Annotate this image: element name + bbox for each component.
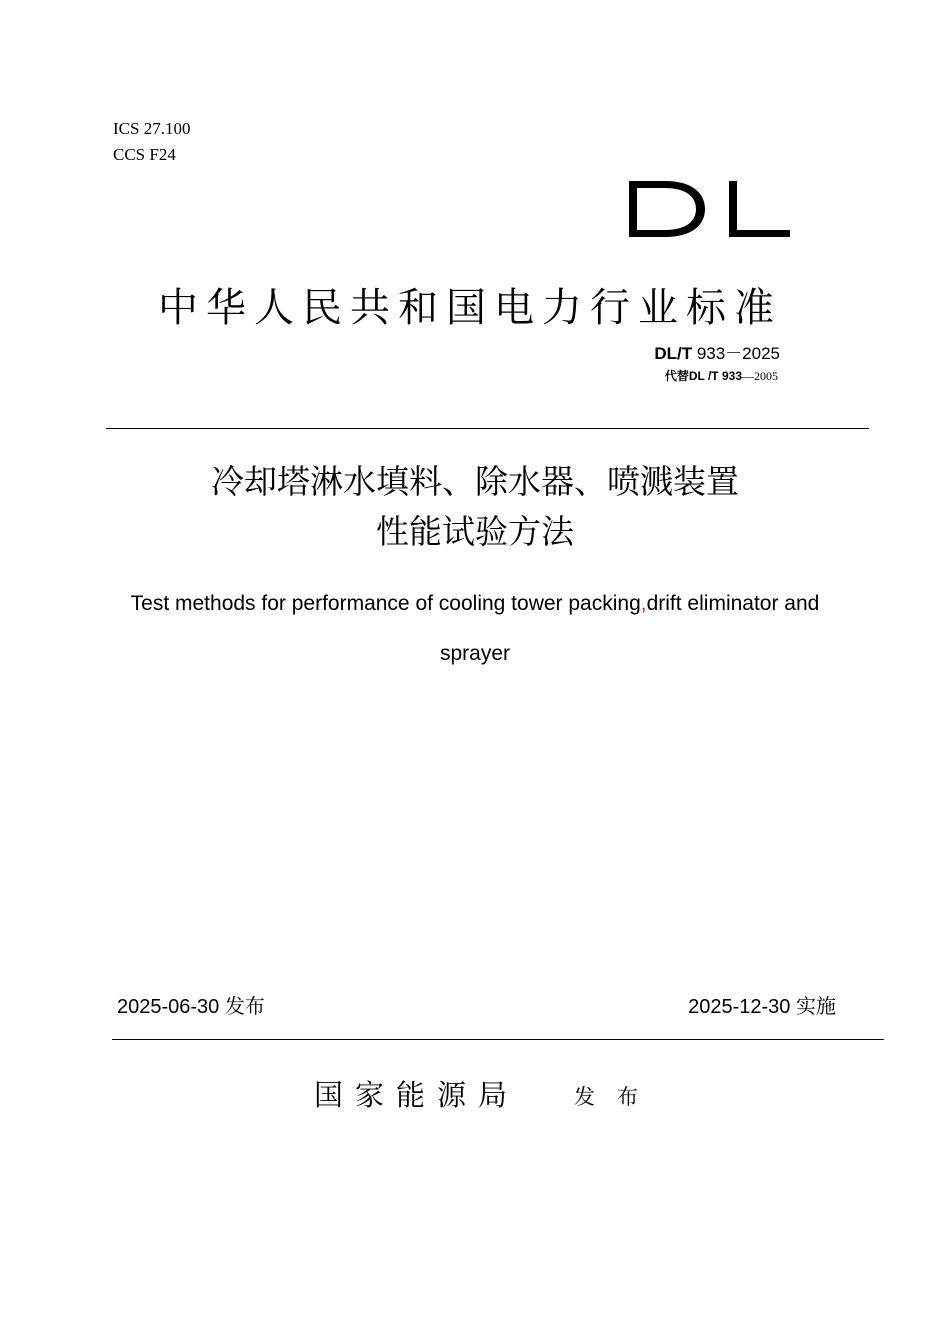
standard-number-prefix: DL/T	[654, 344, 693, 363]
replaces-standard	[665, 367, 778, 384]
standard-number-value: 933－2025	[692, 344, 780, 363]
ccs-code: CCS F24	[113, 145, 176, 164]
issuing-authority: 国家能源局	[314, 1080, 520, 1112]
top-divider	[106, 428, 869, 429]
title-cn-line2: 性能试验方法	[376, 513, 574, 550]
title-cn-line1: 冷却塔淋水填料、除水器、喷溅装置	[211, 463, 739, 500]
standard-category-title: 中华人民共和国电力行业标准	[158, 285, 782, 330]
issue-label: 发布	[574, 1085, 660, 1109]
ics-code: ICS 27.100	[113, 119, 191, 138]
classification-codes	[113, 116, 190, 168]
dl-logo-graphic	[625, 178, 795, 240]
standard-number	[654, 339, 780, 364]
title-en-comma: ,	[640, 592, 647, 615]
title-en-part1: Test methods for performance of cooling tower packing	[130, 592, 641, 615]
title-en-line2: sprayer	[439, 642, 511, 665]
title-en-line1	[0, 592, 950, 616]
bottom-divider	[112, 1039, 884, 1040]
replaces-year: —2005	[742, 369, 778, 383]
replaces-prefix: 代替DL /T 933	[664, 369, 742, 383]
publish-date: 2025-06-30 发布	[117, 996, 265, 1018]
title-en-part2: drift eliminator and	[646, 592, 820, 615]
dl-logo	[625, 178, 795, 240]
implement-date: 2025-12-30 实施	[688, 996, 836, 1018]
